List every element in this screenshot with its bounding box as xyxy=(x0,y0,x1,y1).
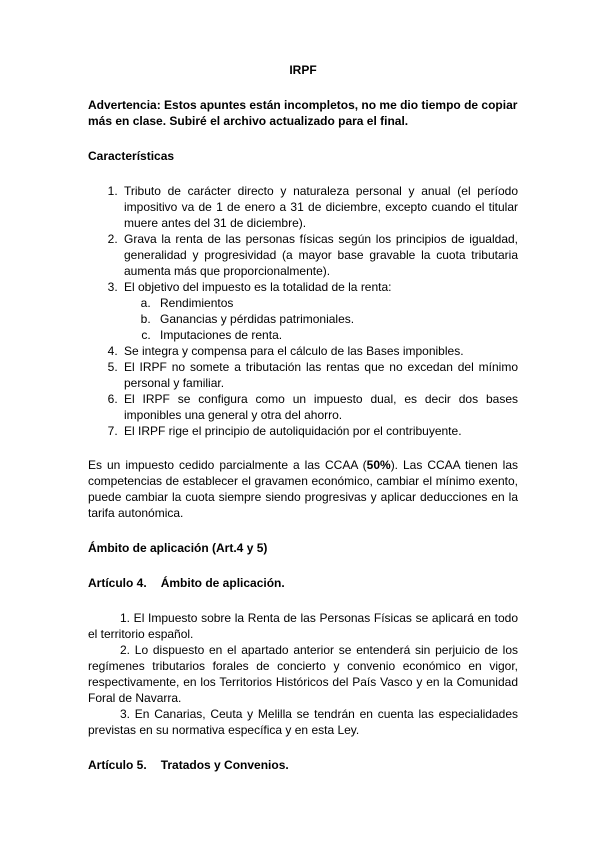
article-4-paragraph-1: 1. El Impuesto sobre la Renta de las Personas Físicas se aplicará en todo el territorio español. xyxy=(88,611,518,641)
list-item-text: El objetivo del impuesto es la totalidad de la renta: xyxy=(124,280,392,294)
list-item: 4. Se integra y compensa para el cálculo de las Bases imponibles. xyxy=(121,343,518,359)
article-4-paragraph-3: 3. En Canarias, Ceuta y Melilla se tendrán en cuenta las especialidades previstas en su normativa específica y en esta Ley. xyxy=(88,707,518,737)
list-item: 6. El IRPF se configura como un impuesto dual, es decir dos bases imponibles una general y otra del ahorro. xyxy=(121,391,518,423)
document-page xyxy=(88,62,518,792)
ceded-text-start: Es un impuesto cedido parcialmente a las CCAA ( xyxy=(88,458,367,472)
characteristics-list xyxy=(88,183,518,439)
document-title: IRPF xyxy=(289,63,317,77)
characteristics-heading: Características xyxy=(88,149,175,163)
article-5-heading xyxy=(88,757,518,773)
list-item: 7. El IRPF rige el principio de autoliquidación por el contribuyente. xyxy=(121,423,518,439)
list-item xyxy=(121,279,518,343)
article-5-title: Tratados y Convenios. xyxy=(160,758,289,772)
sub-list-item: a. Rendimientos xyxy=(154,295,518,311)
list-item: 5. El IRPF no somete a tributación las rentas que no excedan del mínimo personal y familiar. xyxy=(121,359,518,391)
sub-list-item: b. Ganancias y pérdidas patrimoniales. xyxy=(154,311,518,327)
ceded-percentage: 50% xyxy=(366,458,391,472)
list-item: 1. Tributo de carácter directo y naturaleza personal y anual (el período impositivo va de 1 de enero a 31 de diciembre, excepto cuando el titular muere antes del 31 de diciembre). xyxy=(121,183,518,231)
ceded-tax-paragraph xyxy=(88,457,518,521)
article-4-paragraph-2: 2. Lo dispuesto en el apartado anterior se entenderá sin perjuicio de los regímenes tributarios forales de concierto y convenio económico en vigor, respectivamente, en los Territorios Históricos del País Vasco y en la Comunidad Foral de Navarra. xyxy=(88,643,518,705)
income-types-list xyxy=(124,295,518,343)
sub-list-item: c. Imputaciones de renta. xyxy=(154,327,518,343)
article-4-heading xyxy=(88,575,518,591)
article-5-number: Artículo 5. xyxy=(88,758,147,772)
article-4-number: Artículo 4. xyxy=(88,576,147,590)
ceded-text-end: ). Las CCAA tienen las competencias de establecer el gravamen económico, cambiar el mínimo exento, puede cambiar la cuota siempre siendo progresivas y aplicar deducciones en la tarifa autonómica. xyxy=(88,458,519,520)
article-4-title: Ámbito de aplicación. xyxy=(160,576,285,590)
list-item: 2. Grava la renta de las personas físicas según los principios de igualdad, generalidad y progresividad (a mayor base gravable la cuota tributaria aumenta más que proporcionalmente). xyxy=(121,231,518,279)
warning-note: Advertencia: Estos apuntes están incompletos, no me dio tiempo de copiar más en clase. Subiré el archivo actualizado para el final. xyxy=(88,98,518,128)
scope-heading: Ámbito de aplicación (Art.4 y 5) xyxy=(88,541,268,555)
